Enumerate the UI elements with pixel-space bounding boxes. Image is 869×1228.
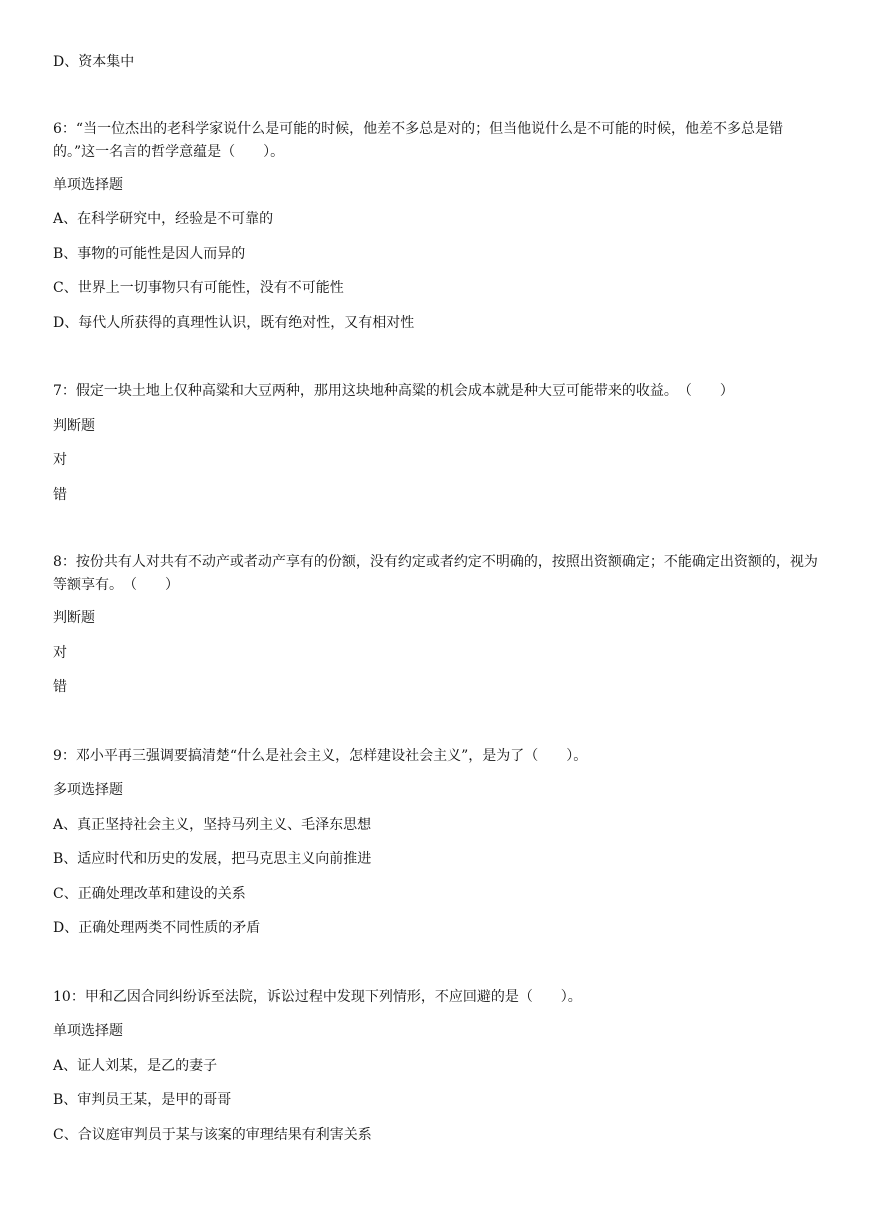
question-stem: 7：假定一块土地上仅种高粱和大豆两种，那用这块地种高粱的机会成本就是种大豆可能带来的收益。 （ ） xyxy=(53,383,734,399)
question-stem: 10：甲和乙因合同纠纷诉至法院，诉讼过程中发现下列情形，不应回避的是（ ）。 xyxy=(53,989,582,1005)
option-text: A、在科学研究中，经验是不可靠的 xyxy=(53,211,274,227)
question-stem: 6：“当一位杰出的老科学家说什么是可能的时候，他差不多总是对的；但当他说什么是不可能的时候，他差不多总是错的。”这一名言的哲学意蕴是（ ）。 xyxy=(53,121,784,160)
option-text: 对 xyxy=(53,645,67,661)
option-text: A、证人刘某，是乙的妻子 xyxy=(53,1058,218,1074)
option-text: C、合议庭审判员于某与该案的审理结果有利害关系 xyxy=(53,1127,372,1143)
option-text: D、每代人所获得的真理性认识，既有绝对性，又有相对性 xyxy=(53,315,415,331)
option-text: 对 xyxy=(53,452,67,468)
question-type: 多项选择题 xyxy=(53,782,123,798)
option-text: C、世界上一切事物只有可能性，没有不可能性 xyxy=(53,280,344,296)
question-type: 判断题 xyxy=(53,418,95,434)
question-type: 单项选择题 xyxy=(53,1023,123,1039)
option-text: 错 xyxy=(53,487,67,503)
question-type: 单项选择题 xyxy=(53,177,123,193)
option-text: D、正确处理两类不同性质的矛盾 xyxy=(53,920,261,936)
option-text: C、正确处理改革和建设的关系 xyxy=(53,886,246,902)
option-text: 错 xyxy=(53,679,67,695)
question-stem: 9：邓小平再三强调要搞清楚“什么是社会主义，怎样建设社会主义”，是为了（ ）。 xyxy=(53,748,588,764)
option-text: D、资本集中 xyxy=(53,54,135,70)
question-type: 判断题 xyxy=(53,610,95,626)
question-stem: 8：按份共有人对共有不动产或者动产享有的份额，没有约定或者约定不明确的，按照出资额确定；不能确定出资额的，视为等额享有。 （ ） xyxy=(53,554,818,593)
option-text: B、适应时代和历史的发展，把马克思主义向前推进 xyxy=(53,851,372,867)
option-text: B、审判员王某，是甲的哥哥 xyxy=(53,1092,232,1108)
option-text: B、事物的可能性是因人而异的 xyxy=(53,246,246,262)
option-text: A、真正坚持社会主义，坚持马列主义、毛泽东思想 xyxy=(53,817,372,833)
